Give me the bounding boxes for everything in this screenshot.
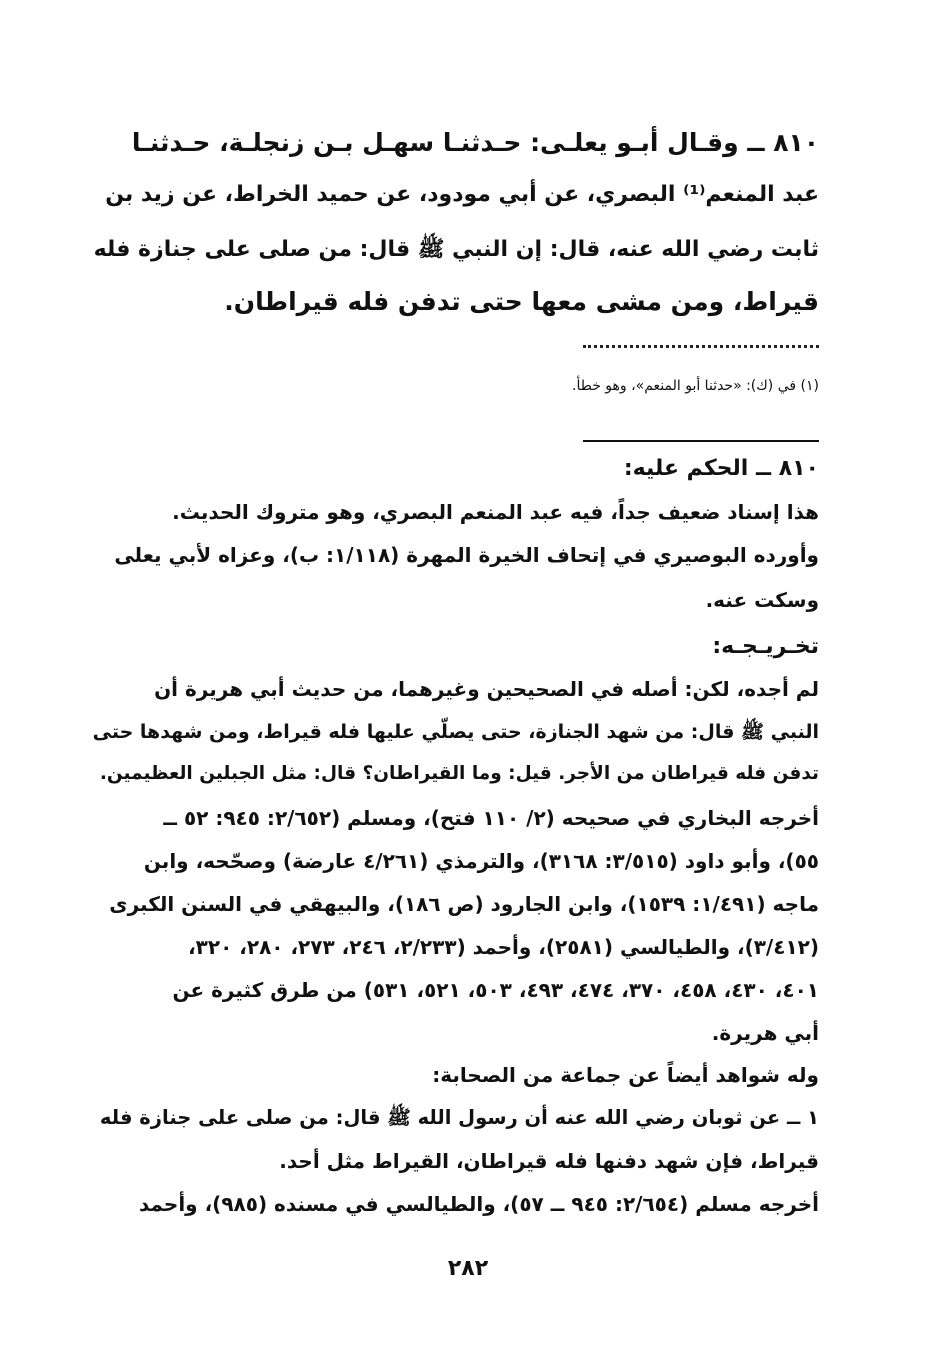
takhrij-line-5: ٥٥)، وأبو داود (٣/٥١٥: ٣١٦٨)، والترمذي (٤/٢٦١ عارضة) وصحّحه، وابن — [143, 849, 819, 873]
footnote-separator — [583, 345, 819, 354]
takhrij-line-2: النبي ﷺ قال: من شهد الجنازة، حتى يصلّي عليها فله قيراط، ومن شهدها حتى — [92, 721, 819, 743]
takhrij-heading: تخـريـجـه: — [712, 634, 819, 659]
hadith-line-4: قيراط، ومن مشى معها حتى تدفن فله قيراطان. — [224, 287, 819, 316]
ruling-line-3: وسكت عنه. — [705, 588, 819, 612]
takhrij-line-3: تدفن فله قيراطان من الأجر. قيل: وما القيراطان؟ قال: مثل الجبلين العظيمين. — [99, 763, 819, 784]
takhrij-line-6: ماجه (١/٤٩١: ١٥٣٩)، وابن الجارود (ص ١٨٦)، والبيهقي في السنن الكبرى — [109, 892, 819, 916]
takhrij-line-8: ٤٠١، ٤٣٠، ٤٥٨، ٣٧٠، ٤٧٤، ٤٩٣، ٥٠٣، ٥٢١، ٥٣١) من طرق كثيرة عن — [172, 978, 819, 1002]
takhrij-line-12: قيراط، فإن شهد دفنها فله قيراطان، القيراط مثل أحد. — [279, 1149, 819, 1173]
takhrij-line-1: لم أجده، لكن: أصله في الصحيحين وغيرهما، من حديث أبي هريرة أن — [154, 677, 819, 701]
takhrij-line-11: ١ ــ عن ثوبان رضي الله عنه أن رسول الله ﷺ قال: من صلى على جنازة فله — [99, 1106, 819, 1129]
page-number: ٢٨٢ — [447, 1256, 489, 1281]
takhrij-line-4: أخرجه البخاري في صحيحه (٢/ ١١٠ فتح)، ومسلم (٢/٦٥٢: ٩٤٥: ٥٢ ــ — [163, 806, 819, 830]
hadith-line-1: ٨١٠ ــ وقـال أبـو يعلـى: حـدثنـا سهـل بـن زنجلـة، حـدثنـا — [131, 128, 819, 157]
takhrij-line-7: (٣/٤١٢)، والطيالسي (٢٥٨١)، وأحمد (٢/٢٣٣، ٢٤٦، ٢٧٣، ٢٨٠، ٣٢٠، — [188, 935, 819, 959]
ruling-heading: ٨١٠ ــ الحكم عليه: — [623, 456, 819, 481]
hadith-line-3: ثابت رضي الله عنه، قال: إن النبي ﷺ قال: من صلى على جنازة فله — [93, 237, 819, 262]
footnote: (١) في (ك): «حدثنا أبو المنعم»، وهو خطأ. — [572, 378, 819, 394]
hadith-line-2: عبد المنعم⁽¹⁾ البصري، عن أبي مودود، عن حميد الخراط، عن زيد بن — [105, 182, 819, 207]
takhrij-line-9: أبي هريرة. — [711, 1021, 819, 1045]
takhrij-line-10: وله شواهد أيضاً عن جماعة من الصحابة: — [432, 1063, 819, 1087]
takhrij-line-13: أخرجه مسلم (٢/٦٥٤: ٩٤٥ ــ ٥٧)، والطيالسي في مسنده (٩٨٥)، وأحمد — [138, 1192, 819, 1216]
ruling-line-1: هذا إسناد ضعيف جداً، فيه عبد المنعم البصري، وهو متروك الحديث. — [172, 500, 819, 524]
ruling-line-2: وأورده البوصيري في إتحاف الخيرة المهرة (١/١١٨: ب)، وعزاه لأبي يعلى — [114, 543, 819, 567]
section-divider — [583, 440, 819, 442]
